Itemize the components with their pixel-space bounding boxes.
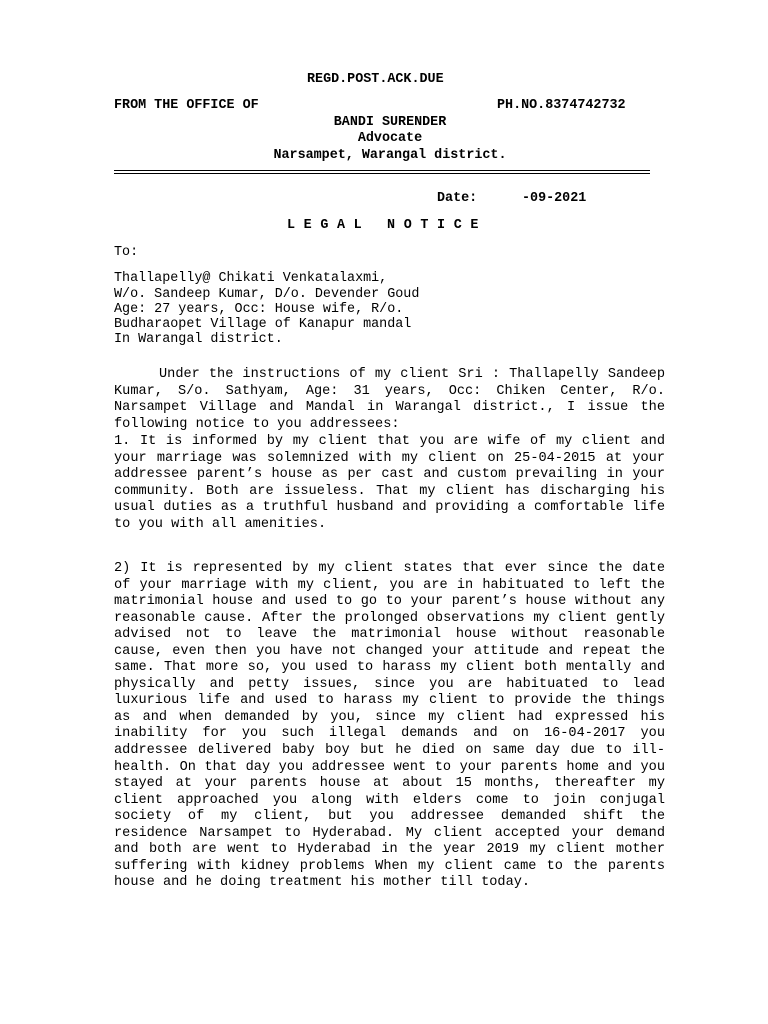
- intro-paragraph: Under the instructions of my client Sri : Thallapelly Sandeep Kumar, S/o. Sathyam, Age: 31 years, Occ: Chiken Center, R/o. Narsampet Village and Mandal in Warangal district., I issue the following notice to you addressees:: [114, 367, 665, 432]
- advocate-address: Narsampet, Warangal district.: [273, 148, 507, 163]
- to-label: To:: [114, 245, 139, 260]
- date-value: -09-2021: [522, 191, 587, 206]
- advocate-title: Advocate: [357, 131, 423, 146]
- notice-title: L E G A L N O T I C E: [287, 218, 479, 233]
- addressee-line: W/o. Sandeep Kumar, D/o. Devender Goud: [114, 287, 420, 302]
- addressee-line: Age: 27 years, Occ: House wife, R/o.: [114, 302, 404, 317]
- header-divider: [114, 168, 650, 176]
- regd-post-ack-due: REGD.POST.ACK.DUE: [307, 72, 444, 87]
- phone-number: PH.NO.8374742732: [497, 98, 626, 113]
- paragraph-2: 2) It is represented by my client states that ever since the date of your marriage with my client, you are in habituated to left the matrimonial house and used to go to your parent’s house without any reasonable cause. After the prolonged observations my client gently advised not to leave the matrimonial house without reasonable cause, even then you have not changed your attitude and repeat the same. That more so, you used to harass my client both mentally and physically and petty issues, since you are habituated to lead luxurious life and used to harass my client to provide the things as and when demanded by you, since my client had expressed his inability for you such illegal demands and on 16-04-2017 you addressee delivered baby boy but he died on same day due to ill- health. On that day you addressee went to your parents home and you stayed at your parents house at about 15 months, thereafter my client approached you along with elders come to join conjugal society of my client, but you addressee demanded shift the residence Narsampet to Hyderabad. My client accepted your demand and both are went to Hyderabad in the year 2019 my client mother suffering with kidney problems When my client came to the parents house and he doing treatment his mother till today.: [114, 561, 665, 891]
- from-office-label: FROM THE OFFICE OF: [114, 98, 259, 113]
- addressee-line: In Warangal district.: [114, 332, 283, 347]
- date-label: Date:: [437, 191, 478, 206]
- paragraph-1: 1. It is informed by my client that you are wife of my client and your marriage was solemnized with my client on 25-04-2015 at your addressee parent’s house as per cast and custom prevailing in your community. Both are issueless. That my client has discharging his usual duties as a truthful husband and providing a comfortable life to you with all amenities.: [114, 434, 665, 532]
- advocate-name: BANDI SURENDER: [333, 115, 447, 130]
- addressee-line: Thallapelly@ Chikati Venkatalaxmi,: [114, 271, 388, 286]
- addressee-line: Budharaopet Village of Kanapur mandal: [114, 317, 412, 332]
